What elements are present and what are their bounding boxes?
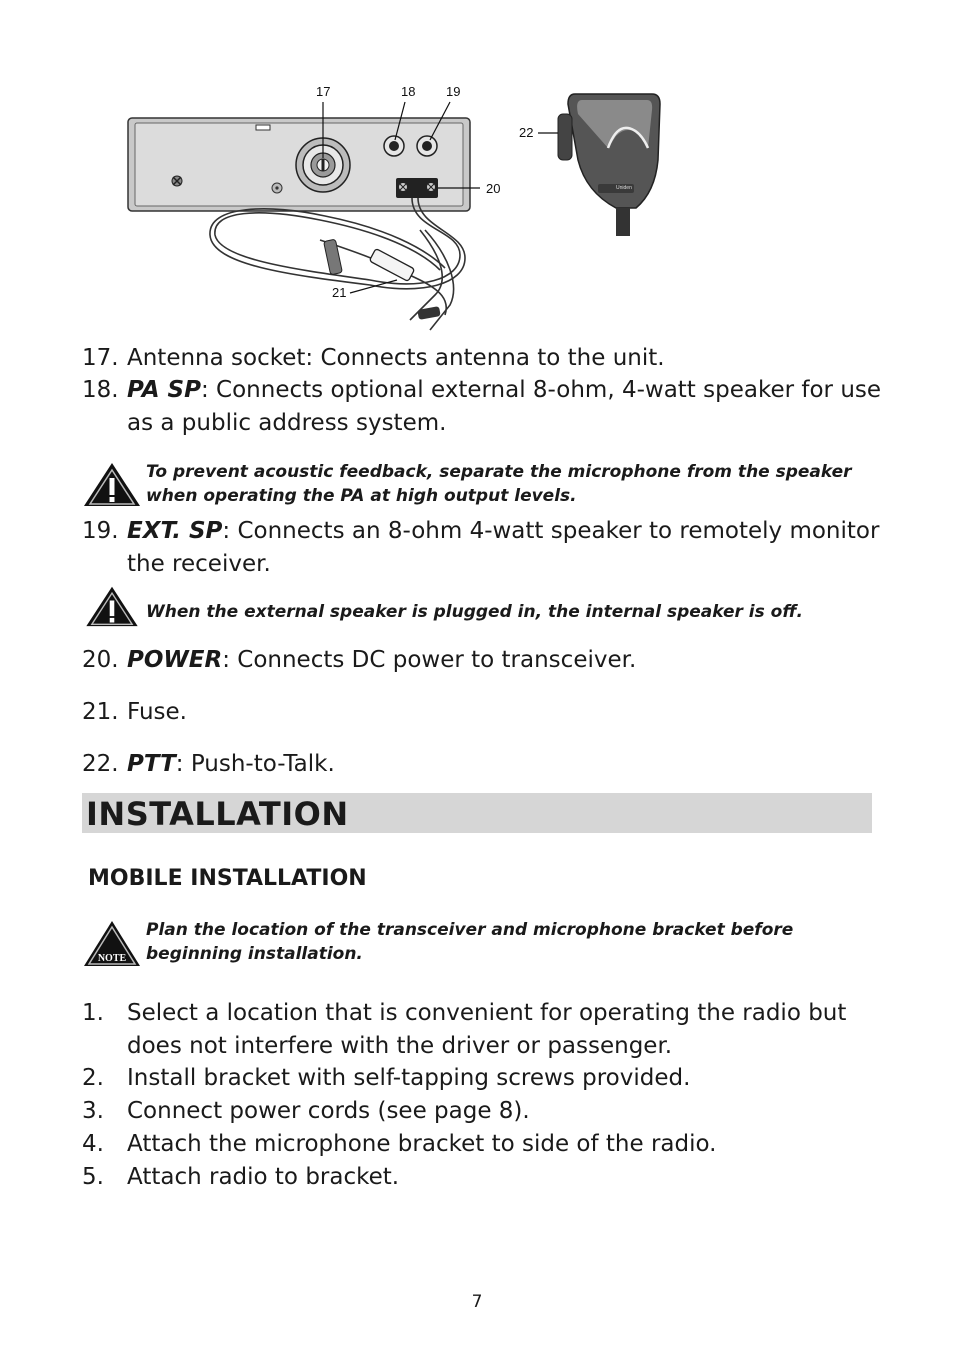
item-text: : Connects DC power to transceiver.: [222, 647, 637, 673]
item-text: Fuse.: [127, 699, 187, 725]
step-text: Select a location that is convenient for operating the radio but does not interfere with the driver or passenger.: [127, 1000, 847, 1059]
section-header-bar: [82, 793, 872, 833]
item-label: PA SP: [127, 377, 201, 403]
item-number: 18.: [82, 377, 119, 403]
warning-text: When the external speaker is plugged in, the internal speaker is off.: [146, 602, 803, 622]
list-item-18: [82, 374, 882, 440]
step-number: 2.: [82, 1065, 104, 1091]
list-item-22: [82, 748, 882, 781]
warning-icon: [82, 460, 142, 508]
subsection-title: MOBILE INSTALLATION: [88, 866, 367, 891]
callout-17: 17: [316, 84, 331, 99]
item-number: 19.: [82, 518, 119, 544]
section-title: INSTALLATION: [86, 795, 349, 833]
step-number: 3.: [82, 1098, 104, 1124]
callout-19: 19: [446, 84, 461, 99]
list-item-17: [82, 342, 882, 375]
callout-21: 21: [332, 285, 347, 300]
list-item-20: [82, 644, 882, 677]
item-text: Antenna socket: Connects antenna to the unit.: [127, 345, 665, 371]
ext-sp-jack: [417, 136, 437, 156]
item-number: 17.: [82, 345, 119, 371]
note-callout: [82, 918, 872, 966]
step-item: [82, 1095, 882, 1128]
pa-sp-jack: [384, 136, 404, 156]
step-number: 4.: [82, 1131, 104, 1157]
callout-18: 18: [401, 84, 416, 99]
note-badge: NOTE: [97, 953, 127, 964]
microphone: [558, 94, 660, 236]
warning-text: To prevent acoustic feedback, separate the microphone from the speaker when operating the PA at high output levels.: [146, 462, 852, 506]
item-text: : Push-to-Talk.: [175, 751, 335, 777]
item-label: POWER: [127, 647, 223, 673]
note-text: Plan the location of the transceiver and microphone bracket before beginning installation.: [146, 920, 794, 964]
note-icon: [82, 918, 142, 968]
item-number: 21.: [82, 699, 119, 725]
item-label: PTT: [127, 751, 176, 777]
step-item: [82, 997, 882, 1063]
power-connector: [396, 178, 438, 198]
step-text: Attach radio to bracket.: [127, 1164, 400, 1190]
step-item: [82, 1161, 882, 1194]
page-number: 7: [471, 1292, 483, 1312]
step-number: 5.: [82, 1164, 104, 1190]
step-text: Attach the microphone bracket to side of the radio.: [127, 1131, 717, 1157]
step-item: [82, 1128, 882, 1161]
item-label: EXT. SP: [127, 518, 223, 544]
cable-tie: [324, 239, 343, 275]
step-text: Connect power cords (see page 8).: [127, 1098, 530, 1124]
item-text: : Connects optional external 8-ohm, 4-watt speaker for use as a public address system.: [127, 377, 882, 436]
item-text: : Connects an 8-ohm 4-watt speaker to remotely monitor the receiver.: [127, 518, 880, 577]
radio-rear-panel-figure: [120, 80, 680, 345]
callout-20: 20: [486, 181, 501, 196]
warning-callout: [82, 584, 872, 624]
step-number: 1.: [82, 1000, 104, 1026]
mic-brand-label: Uniden: [616, 185, 632, 191]
item-number: 22.: [82, 751, 119, 777]
warning-icon: [82, 584, 142, 628]
callout-22: 22: [519, 125, 534, 140]
list-item-21: [82, 696, 882, 729]
mount-screw: [172, 176, 182, 186]
item-number: 20.: [82, 647, 119, 673]
warning-callout: [82, 460, 872, 508]
step-text: Install bracket with self-tapping screws provided.: [127, 1065, 691, 1091]
list-item-19: [82, 515, 882, 581]
ptt-button: [558, 114, 572, 160]
step-item: [82, 1062, 882, 1095]
